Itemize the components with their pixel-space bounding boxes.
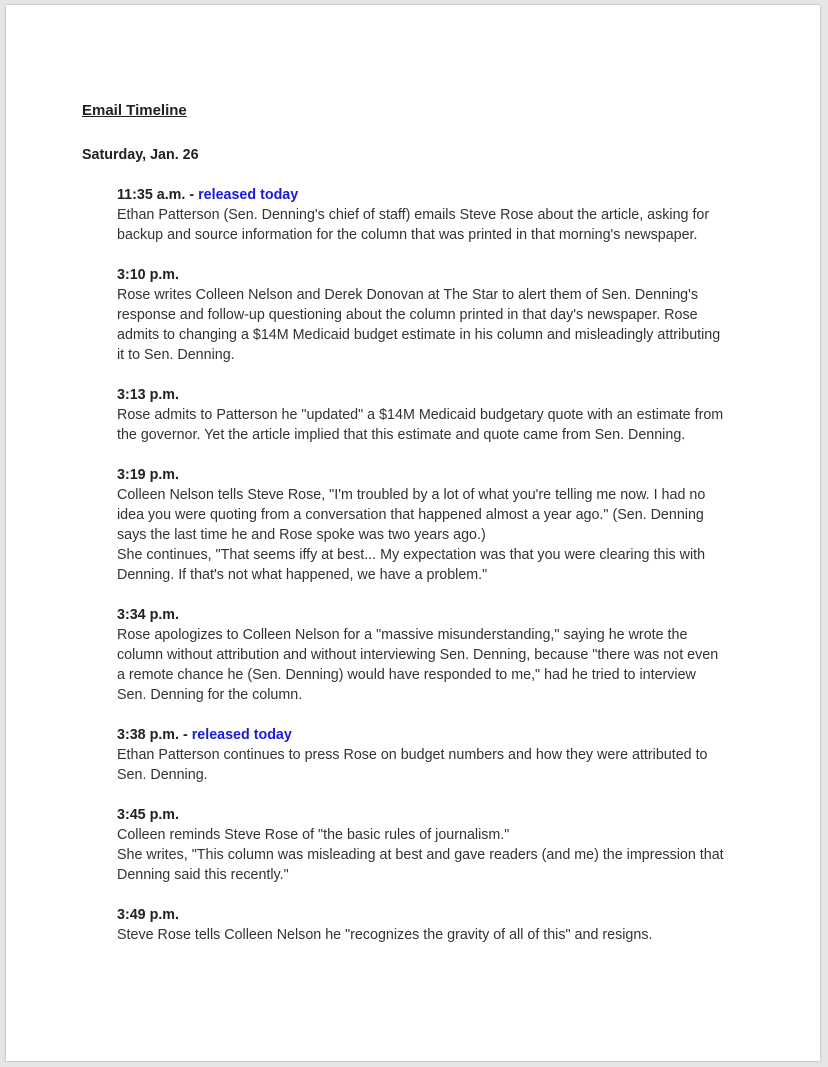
entry-text-line: She continues, "That seems iffy at best... My expectation was that you were clearing this with bbox=[117, 547, 706, 563]
entry-text-line: Sen. Denning. bbox=[117, 767, 208, 783]
entry-text-line: Colleen Nelson tells Steve Rose, "I'm troubled by a lot of what you're telling me now. I had no bbox=[117, 487, 706, 503]
entry-text-line: Colleen reminds Steve Rose of "the basic rules of journalism." bbox=[117, 827, 510, 843]
entry-header bbox=[117, 265, 797, 285]
entry-time: 3:10 p.m. bbox=[117, 267, 179, 283]
entry-text-line: says the last time he and Rose spoke was two years ago.) bbox=[117, 527, 486, 543]
released-tag: released today bbox=[191, 727, 292, 743]
document-title: Email Timeline bbox=[82, 102, 187, 119]
entry-text-line: Rose writes Colleen Nelson and Derek Donovan at The Star to alert them of Sen. Denning's bbox=[117, 287, 699, 303]
entry-text-line: Rose admits to Patterson he "updated" a $14M Medicaid budgetary quote with an estimate from bbox=[117, 407, 724, 423]
entry-header bbox=[117, 725, 797, 745]
entry-text-line: Sen. Denning for the column. bbox=[117, 687, 303, 703]
entry-text-line: idea you were quoting from a conversation that happened almost a year ago." (Sen. Denning bbox=[117, 507, 704, 523]
entry-time: 11:35 a.m. bbox=[117, 187, 186, 203]
timeline-entry bbox=[117, 905, 797, 945]
entry-header bbox=[117, 905, 797, 925]
entry-text-line: Ethan Patterson continues to press Rose on budget numbers and how they were attributed to bbox=[117, 747, 708, 763]
document-page bbox=[6, 5, 820, 1061]
separator: - bbox=[178, 727, 192, 743]
entry-header bbox=[117, 805, 797, 825]
entry-header bbox=[117, 605, 797, 625]
entry-time: 3:19 p.m. bbox=[117, 467, 179, 483]
entry-text-line: Denning said this recently." bbox=[117, 867, 289, 883]
separator: - bbox=[185, 187, 199, 203]
timeline-entry bbox=[117, 265, 797, 365]
entry-text-line: it to Sen. Denning. bbox=[117, 347, 235, 363]
released-tag: released today bbox=[198, 187, 299, 203]
entry-text-line: admits to changing a $14M Medicaid budget estimate in his column and misleadingly attributing bbox=[117, 327, 721, 343]
timeline-entry bbox=[117, 605, 797, 705]
timeline-entry bbox=[117, 725, 797, 785]
entry-text-line: the governor. Yet the article implied that this estimate and quote came from Sen. Denning. bbox=[117, 427, 686, 443]
entry-text-line: She writes, "This column was misleading at best and gave readers (and me) the impression that bbox=[117, 847, 724, 863]
timeline-entry bbox=[117, 385, 797, 445]
entry-time: 3:49 p.m. bbox=[117, 907, 179, 923]
entry-time: 3:38 p.m. bbox=[117, 727, 179, 743]
entry-text-line: column without attribution and without interviewing Sen. Denning, because "there was not even bbox=[117, 647, 719, 663]
timeline-entries bbox=[117, 185, 797, 965]
entry-time: 3:13 p.m. bbox=[117, 387, 179, 403]
entry-header bbox=[117, 465, 797, 485]
entry-time: 3:45 p.m. bbox=[117, 807, 179, 823]
timeline-entry bbox=[117, 185, 797, 245]
timeline-entry bbox=[117, 465, 797, 585]
entry-text-line: response and follow-up questioning about the column printed in that day's newspaper. Rose bbox=[117, 307, 698, 323]
date-heading: Saturday, Jan. 26 bbox=[82, 147, 199, 163]
entry-header bbox=[117, 185, 797, 205]
entry-text-line: Ethan Patterson (Sen. Denning's chief of staff) emails Steve Rose about the article, asking for bbox=[117, 207, 710, 223]
entry-text-line: Rose apologizes to Colleen Nelson for a "massive misunderstanding," saying he wrote the bbox=[117, 627, 688, 643]
entry-text-line: a remote chance he (Sen. Denning) would have responded to me," had he tried to interview bbox=[117, 667, 696, 683]
entry-time: 3:34 p.m. bbox=[117, 607, 179, 623]
entry-text-line: backup and source information for the column that was printed in that morning's newspaper. bbox=[117, 227, 698, 243]
timeline-entry bbox=[117, 805, 797, 885]
entry-text-line: Denning. If that's not what happened, we have a problem." bbox=[117, 567, 488, 583]
entry-text-line: Steve Rose tells Colleen Nelson he "recognizes the gravity of all of this" and resigns. bbox=[117, 927, 653, 943]
entry-header bbox=[117, 385, 797, 405]
